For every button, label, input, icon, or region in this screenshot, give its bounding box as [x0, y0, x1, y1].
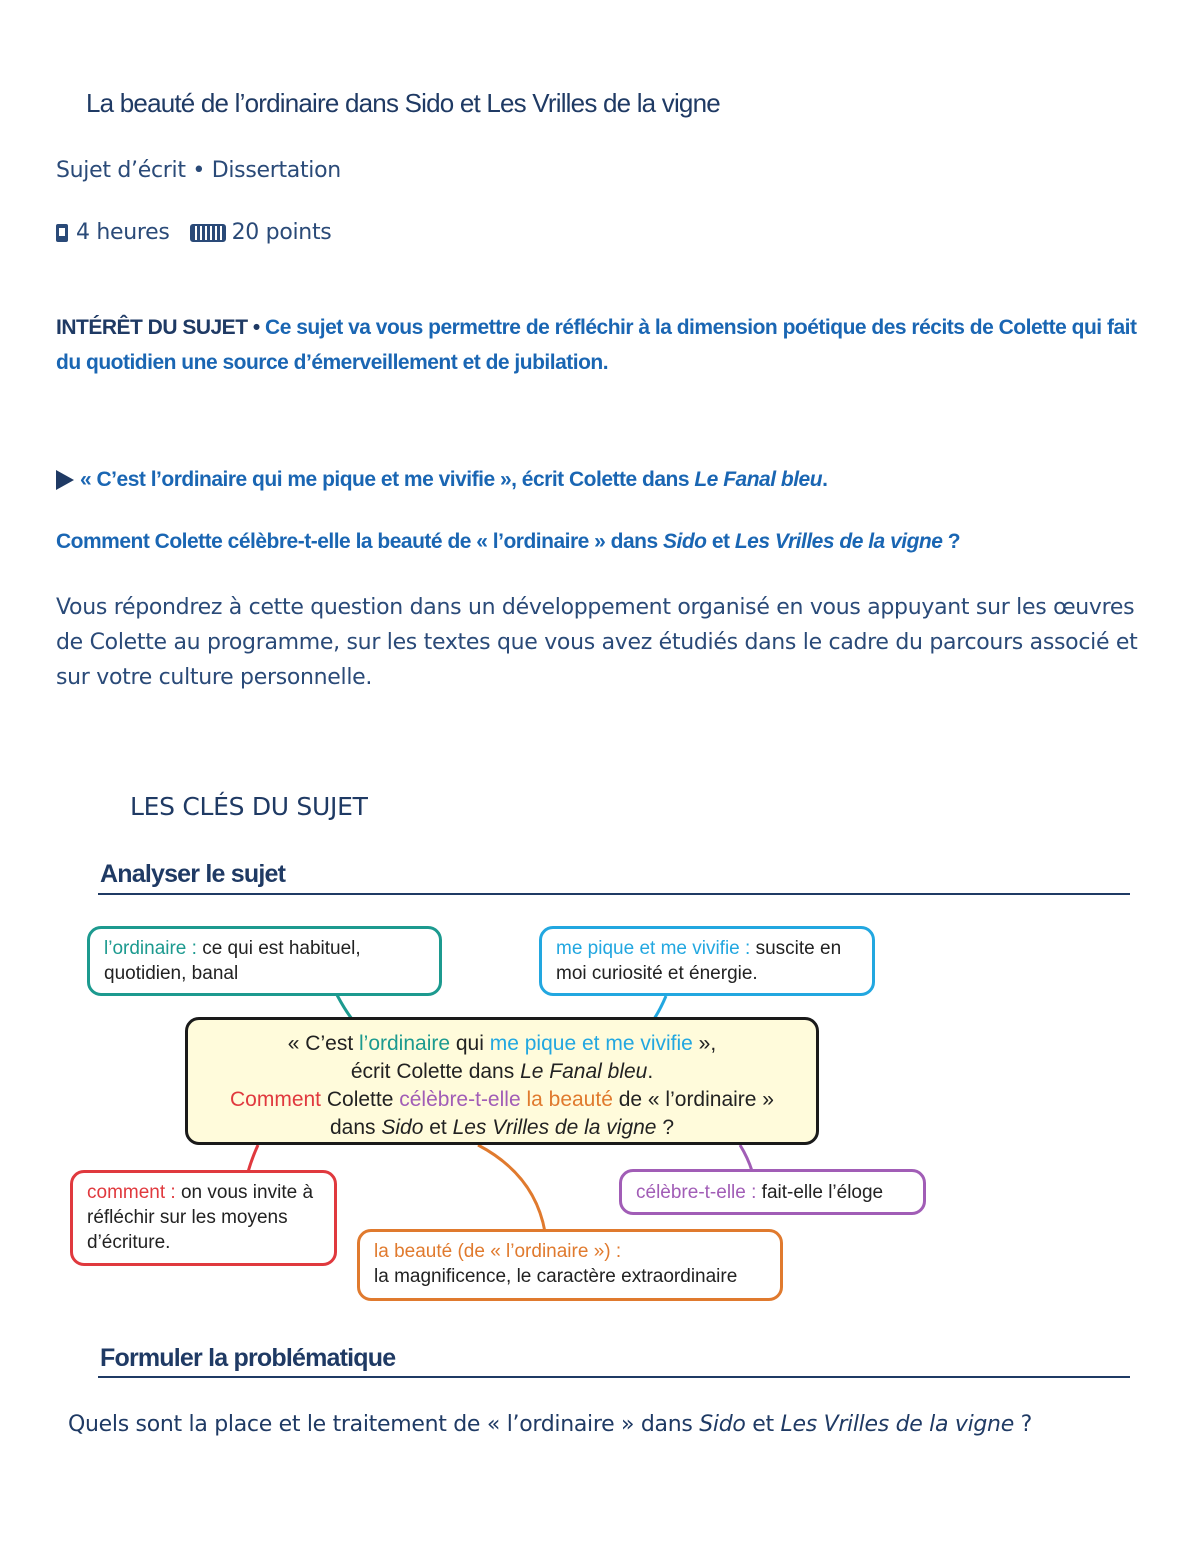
box-ordinaire: [87, 926, 442, 996]
central-comment: Comment: [229, 1088, 322, 1111]
question-and: et: [706, 530, 735, 553]
term-beaute: la beauté (de « l’ordinaire ») :: [374, 1241, 622, 1262]
analyser-heading: Analyser le sujet: [100, 860, 286, 888]
subtitle: Sujet d’écrit • Dissertation: [56, 158, 341, 183]
quote-end: .: [822, 468, 828, 491]
central-pique: me pique et me vivifie: [489, 1032, 693, 1055]
central-text: ?: [656, 1116, 674, 1139]
def-ordinaire: ce qui est habituel, quotidien, banal: [104, 938, 361, 984]
problematique-work1: Sido: [699, 1412, 746, 1437]
term-comment: comment :: [87, 1182, 176, 1203]
interet-label: INTÉRÊT DU SUJET •: [56, 316, 266, 339]
central-text: « C’est: [287, 1032, 359, 1055]
central-line-3: [202, 1086, 802, 1114]
box-comment: [70, 1170, 337, 1266]
def-comment: on vous invite à réfléchir sur les moyens d’écriture.: [87, 1182, 314, 1253]
question-work2: Les Vrilles de la vigne: [734, 530, 943, 553]
page-title: La beauté de l’ordinaire dans Sido et Les Vrilles de la vigne: [86, 88, 720, 118]
central-line-1: [202, 1030, 802, 1058]
problematique-work2: Les Vrilles de la vigne: [780, 1412, 1014, 1437]
central-beaute: la beauté: [526, 1088, 613, 1111]
central-text: qui: [450, 1032, 490, 1055]
quote-text: « C’est l’ordinaire qui me pique et me vivifie », écrit Colette dans: [80, 468, 695, 491]
heading-rule: [98, 1376, 1130, 1378]
central-text: Colette: [321, 1088, 400, 1111]
formuler-heading: Formuler la problématique: [100, 1344, 396, 1372]
central-celebre: célèbre-t-elle: [399, 1088, 521, 1111]
central-quote-box: [185, 1017, 819, 1145]
def-beaute: la magnificence, le caractère extraordinaire: [374, 1266, 738, 1287]
connector-ordinaire: [337, 995, 352, 1019]
question-work1: Sido: [663, 530, 707, 553]
central-text: dans: [329, 1116, 382, 1139]
question-end: ?: [942, 530, 961, 553]
central-line-2: [202, 1058, 802, 1086]
keys-title: LES CLÉS DU SUJET: [130, 792, 368, 821]
problematique: [68, 1412, 1032, 1437]
central-work: Les Vrilles de la vigne: [452, 1116, 657, 1139]
central-text: .: [647, 1060, 654, 1083]
points: 20 points: [231, 220, 332, 245]
box-celebre: [619, 1169, 926, 1215]
central-text: de « l’ordinaire »: [612, 1088, 774, 1111]
term-pique: me pique et me vivifie :: [556, 938, 751, 959]
question-start: Comment Colette célèbre-t-elle la beauté de « l’ordinaire » dans: [56, 530, 664, 553]
term-celebre: célèbre-t-elle :: [636, 1182, 757, 1203]
interet-text: Ce sujet va vous permettre de réfléchir à la dimension poétique des récits de Colette qui fait du quotidien une source d’émerveillement et de jubilation.: [56, 316, 1137, 374]
def-celebre: fait-elle l’éloge: [756, 1182, 884, 1203]
central-line-4: [202, 1114, 802, 1142]
central-ordinaire: l’ordinaire: [359, 1032, 451, 1055]
connector-beaute: [478, 1145, 545, 1232]
central-text: et: [423, 1116, 453, 1139]
box-beaute: [357, 1229, 783, 1301]
connector-pique: [654, 996, 666, 1019]
central-text: écrit Colette dans: [350, 1060, 521, 1083]
quote-work: Le Fanal bleu: [694, 468, 823, 491]
connector-celebre: [740, 1145, 752, 1171]
central-work: Sido: [381, 1116, 424, 1139]
problematique-start: Quels sont la place et le traitement de « l’ordinaire » dans: [68, 1412, 700, 1437]
problematique-end: ?: [1013, 1412, 1033, 1437]
term-ordinaire: l’ordinaire :: [104, 938, 197, 959]
def-pique: suscite en moi curiosité et énergie.: [556, 938, 842, 984]
duration: 4 heures: [76, 220, 170, 245]
central-text: »,: [692, 1032, 717, 1055]
central-work: Le Fanal bleu: [520, 1060, 648, 1083]
connector-comment: [248, 1145, 258, 1172]
problematique-and: et: [745, 1412, 781, 1437]
consigne: Vous répondrez à cette question dans un développement organisé en vous appuyant sur les œuvres de Colette au programme, sur les textes que vous avez étudiés dans le cadre du parcours associé et sur votre culture personnelle.: [56, 595, 1138, 690]
box-pique: [539, 926, 875, 996]
